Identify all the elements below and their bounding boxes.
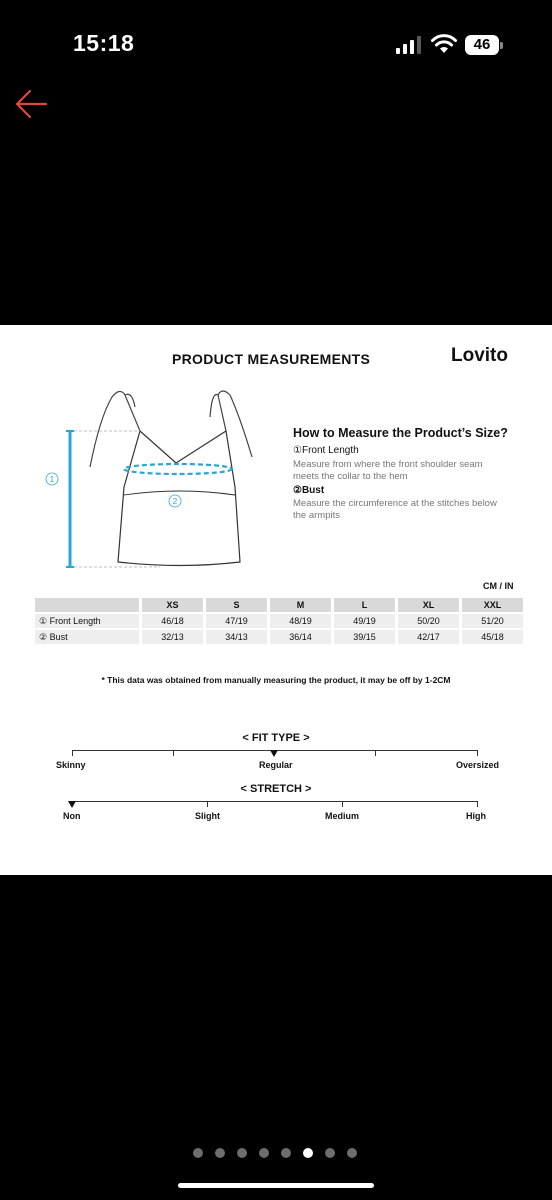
table-cell: 50/20 — [398, 614, 459, 628]
size-header: S — [206, 598, 267, 612]
fit-type-label: Skinny — [56, 760, 86, 770]
fit-type-tick — [375, 750, 376, 756]
table-cell: 46/18 — [142, 614, 203, 628]
fit-type-tick — [173, 750, 174, 756]
garment-diagram — [40, 387, 280, 577]
table-cell: 47/19 — [206, 614, 267, 628]
front-length-label: ①Front Length — [293, 445, 359, 456]
table-cell: 36/14 — [270, 630, 331, 644]
size-table-header — [35, 598, 523, 612]
table-row — [35, 614, 523, 628]
stretch-scale-line — [72, 801, 478, 802]
stretch-tick — [342, 801, 343, 807]
stretch-label: Slight — [195, 811, 220, 821]
table-cell: 45/18 — [462, 630, 523, 644]
row-label: ② Bust — [35, 630, 139, 644]
brand-logo: Lovito — [451, 345, 508, 366]
row-label: ① Front Length — [35, 614, 139, 628]
table-cell: 42/17 — [398, 630, 459, 644]
size-table — [35, 596, 523, 646]
svg-text:1: 1 — [49, 475, 55, 484]
stretch-label: Non — [63, 811, 81, 821]
how-to-measure-title: How to Measure the Product’s Size? — [293, 426, 508, 440]
size-header: XXL — [462, 598, 523, 612]
stretch-tick — [477, 801, 478, 807]
table-cell: 51/20 — [462, 614, 523, 628]
unit-label: CM / IN — [483, 581, 514, 591]
fit-type-tick — [72, 750, 73, 756]
header-empty-cell — [35, 598, 139, 612]
table-cell: 32/13 — [142, 630, 203, 644]
svg-text:2: 2 — [172, 497, 178, 506]
table-cell: 49/19 — [334, 614, 395, 628]
stretch-label: High — [466, 811, 486, 821]
front-length-description: Measure from where the front shoulder seam meets the collar to the hem — [293, 459, 483, 482]
table-cell: 48/19 — [270, 614, 331, 628]
home-indicator[interactable] — [178, 1183, 374, 1188]
battery-level: 46 — [473, 36, 491, 53]
stretch-selected-marker — [68, 801, 76, 808]
wifi-icon — [431, 34, 457, 54]
size-header: M — [270, 598, 331, 612]
pager-dot[interactable] — [281, 1148, 291, 1158]
pager-dot[interactable] — [325, 1148, 335, 1158]
measurement-note: * This data was obtained from manually measuring the product, it may be off by 1-2CM — [101, 675, 451, 685]
battery-icon — [465, 35, 503, 55]
pager-dot-active[interactable] — [303, 1148, 313, 1158]
stretch-tick — [207, 801, 208, 807]
signal-icon — [396, 36, 422, 54]
pager-dot[interactable] — [193, 1148, 203, 1158]
fit-type-title: < FIT TYPE > — [242, 732, 310, 744]
stretch-label: Medium — [325, 811, 360, 821]
bust-label: ②Bust — [293, 485, 325, 496]
back-arrow-icon[interactable] — [14, 88, 50, 120]
table-cell: 39/15 — [334, 630, 395, 644]
size-header: XL — [398, 598, 459, 612]
fit-type-selected-marker — [270, 750, 278, 757]
fit-type-tick — [477, 750, 478, 756]
pager-dot[interactable] — [347, 1148, 357, 1158]
fit-type-label: Oversized — [456, 760, 500, 770]
panel-title: PRODUCT MEASUREMENTS — [172, 351, 371, 367]
status-time: 15:18 — [73, 30, 135, 56]
stretch-title: < STRETCH > — [240, 783, 312, 795]
fit-type-label: Regular — [259, 760, 293, 770]
pager-dot[interactable] — [215, 1148, 225, 1158]
pager-dot[interactable] — [237, 1148, 247, 1158]
table-cell: 34/13 — [206, 630, 267, 644]
bust-description: Measure the circumference at the stitches below the armpits — [293, 498, 497, 521]
table-row — [35, 630, 523, 644]
product-measurement-image[interactable] — [0, 325, 552, 875]
pager-dot[interactable] — [259, 1148, 269, 1158]
size-header: L — [334, 598, 395, 612]
size-header: XS — [142, 598, 203, 612]
